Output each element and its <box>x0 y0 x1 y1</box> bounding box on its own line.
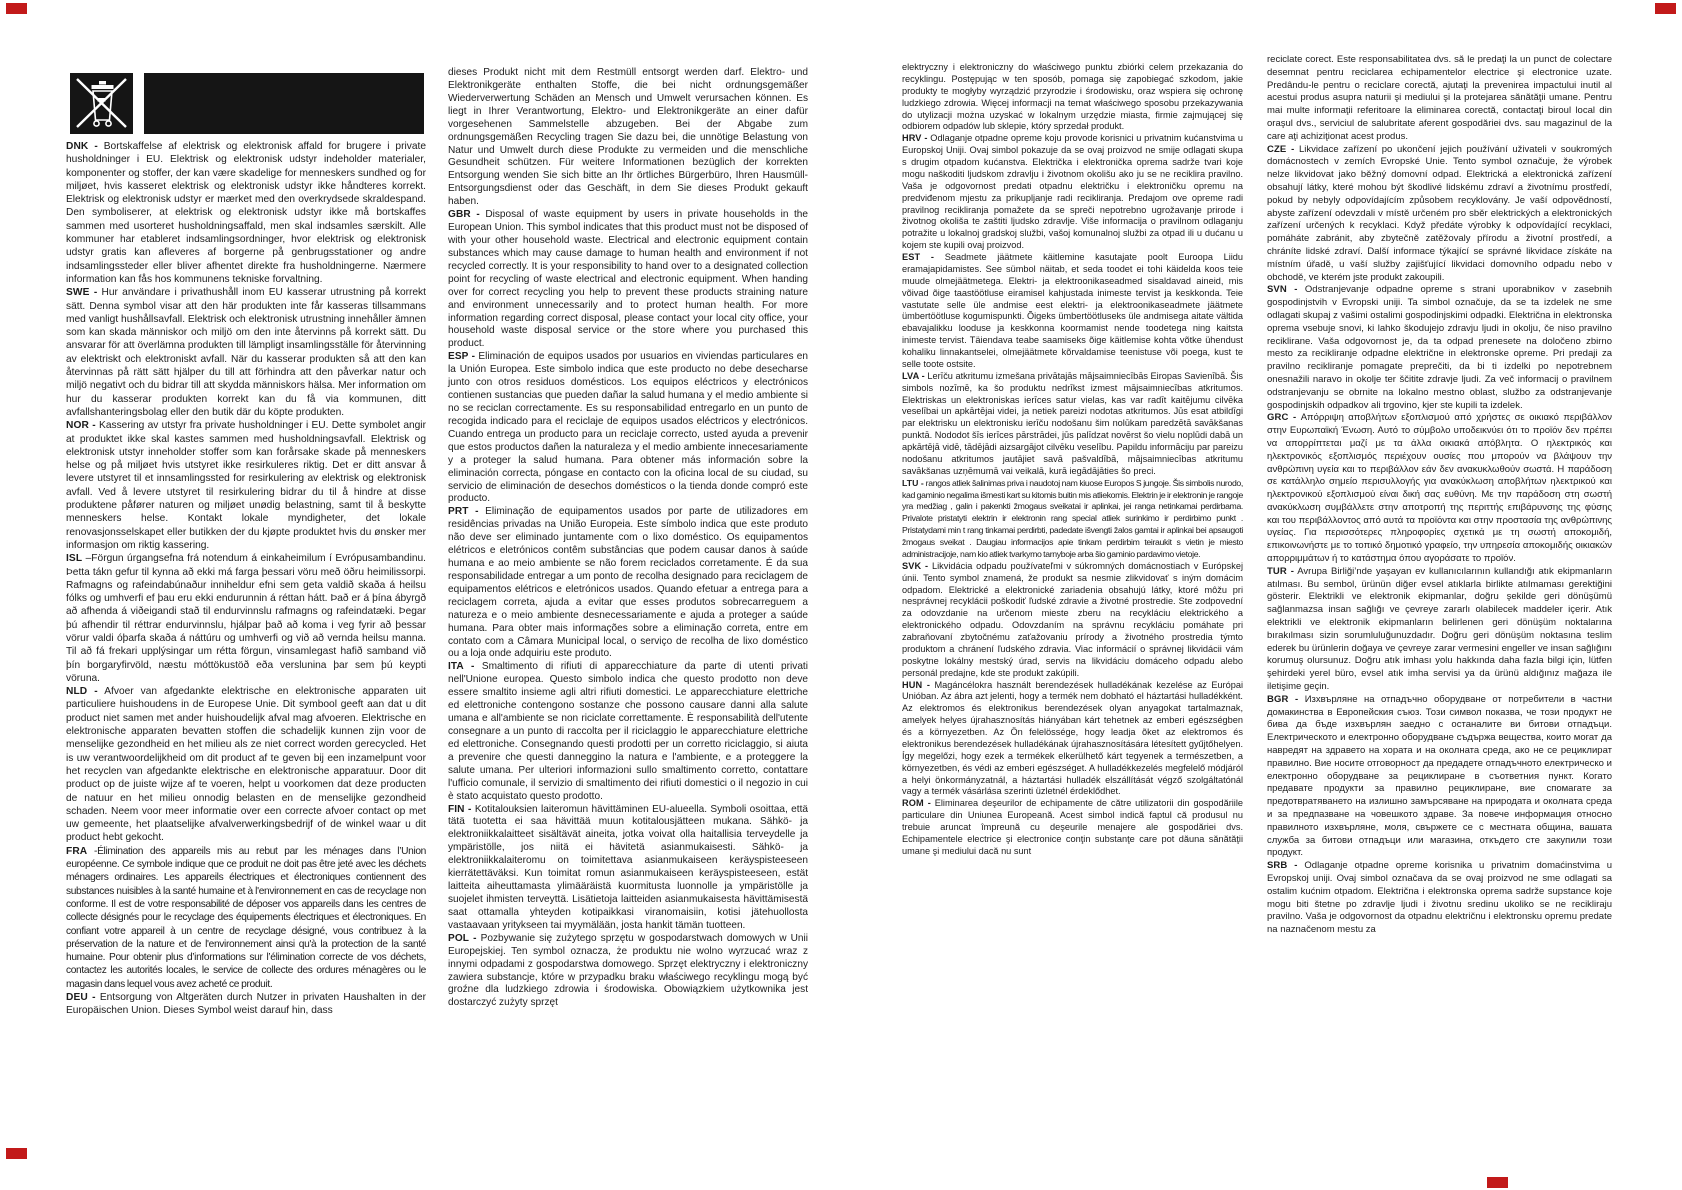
lang-section-text: Entsorgung von Altgeräten durch Nutzer in privaten Haushalten in der Europäischen Union. Dieses Symbol weist darauf hin, dass <box>66 992 426 1017</box>
lang-code-label: GRC - <box>1267 412 1297 424</box>
registration-mark-top-left <box>6 3 27 14</box>
lang-section-fra <box>66 845 426 991</box>
lang-section-est <box>902 252 1243 371</box>
lang-section-lva <box>902 371 1243 478</box>
text-column-2 <box>448 67 808 1010</box>
lang-section-svn <box>1267 284 1612 412</box>
lang-section-text: Απόρριψη αποβλήτων εξοπλισμού από χρήστες σε οικιακό περιβάλλον στην Ευρωπαϊκή Ένωση. Αυτό το σύμβολο υποδεικνύει ότι το προϊόν δεν πρέπει να απορρίπτεται μαζί με τα άλλα οικιακά απόβλητα. Ο ηλεκτρικός και ηλεκτρονικός εξοπλισμός περιέχουν ουσίες που μπορούν να βλάψουν την ανθρώπινη υγεία και το περιβάλλον εάν δεν ανακυκλωθούν σωστά. Η παράδοση σε κατάλληλο σημείο περισυλλογής για ανακύκλωση αποβλήτων ηλεκτρικού και ηλεκτρονικού εξοπλισμού είναι δική σας ευθύνη. Με την παράδοση στη σωστή ανακύκλωση συμβάλλετε στην αποτροπή της περιττής επιβάρυνσης της φύσης και του περιβάλλοντος από αυτά τα προϊόντα και στην προστασία της ανθρώπινης υγείας. Για περισσότερες πληροφορίες σχετικά με τη σωστή αποκομιδή, επικοινωνήστε με το τοπικό δημοτικό γραφείο, την υπηρεσία αποκομιδής οικιακών απορριμμάτων ή το κατάστημα όπου αγοράσατε το προϊόν. <box>1267 412 1612 565</box>
lang-code-label: SWE - <box>66 287 98 299</box>
lang-code-label: POL - <box>448 932 477 944</box>
lang-section-text: Odstranjevanje odpadne opreme s strani uporabnikov v zasebnih gospodinjstvih v Evropski uniji. Ta simbol označuje, da se ta izdelek ne sme odlagati skupaj z vašimi ostalimi gospodinjskimi odpadki. Električna in elektronska oprema vsebuje snovi, ki lahko škodujejo zdravju ljudi in okolju, če niso pravilno reciklirane. Vaša odgovornost je, da ta odpad prenesete na določeno zbirno mesto za recikliranje odpadne električne in elektronske opreme. Pri predaji za pravilno recikliranje pomagate preprečiti, da bi ti izdelki po nepotrebnem onesnažili naravo in okolje ter ščitite zdravje ljudi. Za več informacij o pravilnem odstranjevanju se obrnite na lokalno mestno oblast, službo za odstranjevanje gospodinjskih odpadkov ali trgovino, kjer ste kupili ta izdelek. <box>1267 284 1613 411</box>
lang-code-label: NLD - <box>66 686 98 698</box>
text-column-4 <box>1267 54 1612 937</box>
lang-code-label: ESP - <box>448 351 476 363</box>
lang-code-label: DEU - <box>66 992 96 1003</box>
lang-section-text: Pozbywanie się zużytego sprzętu w gospodarstwach domowych w Unii Europejskiej. Ten symbol oznacza, że produktu nie wolno wyrzucać wraz z innymi odpadami z gospodarstwa domowego. Sprzęt elektryczny i elektroniczny zawiera substancje, które w przypadku braku właściwego recyklingu mogą być groźne dla ludzkiego zdrowia i środowiska. Obowiązkiem użytkownika jest dostarczyć zużyty sprzęt <box>448 932 808 1009</box>
lang-section-text: rangos atliek šalinimas priva i naudotoj nam kiuose Europos S jungoje. Šis simbolis nurodo, kad gaminio negalima išmesti kart su kitomis buitin mis atliekomis. Elektrin je ir elektronin je rangoje yra medžiag , galin i pakenkti žmogaus sveikatai ir aplinkai, jei ranga netinkamai perdirbama. Privalote pristatyti elektrin ir elektronin rang special atliek surinkimo ir perdirbimo punkt . Pristatydami min t rang tinkamai perdirbti, padedate išvengti žalos gamtai ir aplinkai bei apsaugoti žmogaus sveikat . Daugiau informacijos apie tinkam perdirbim teiraukit s vietin je miesto administracijoje, nam kio atliek tvarkymo tarnyboje arba šio gaminio pardavimo vietoje. <box>902 477 1243 559</box>
lang-section-text: Eliminación de equipos usados por usuarios en viviendas particulares en la Unión Europea. Este simbolo indica que este producto no debe desecharse junto con otros residuos domésticos. Los equipos eléctricos y electrónicos contienen sustancias que pueden dañar la salud humana y el medio ambiente si no se reciclan correctamente. Es su responsabilidad entregarlo en un punto de recogida indicado para el reciclaje de equipos usados eléctricos y electrónicos. Cuando entrega un producto para un reciclaje correcto, usted ayuda a prevenir que estos productos dañen la naturaleza y el medio ambiente innecesariamente y a proteger la salud humana. Para obtener más información sobre la eliminación correcta, póngase en contacto con la oficina local de su ciudad, su servicio de eliminación de desechos domésticos o la tienda donde compró este producto. <box>448 351 808 505</box>
lang-section-text: reciclate corect. Este responsabilitatea dvs. să le predaţi la un punct de colectare desemnat pentru reciclarea echipamentelor electrice şi electronice uzate. Predându-le pentru o reciclare corectă, ajutaţi la prevenirea impactului inutil al acestui produs asupra naturii şi mediului şi la protejarea sănătăţii umane. Pentru mai multe informaţii referitoare la eliminarea corectă, contactaţi biroul local din oraşul dvs., serviciul de salubritate aferent gospodăriei dvs. sau magazinul de la care aţi achiziţionat acest produs. <box>1267 54 1612 142</box>
lang-section-nor <box>66 419 426 552</box>
lang-section-text: –Förgun úrgangsefna frá notendum á einkaheimilum í Evrópusambandinu. Þetta tákn gefur til kynna að ekki má farga þessari vöru með öðru heimilissorpi. Rafmagns og rafeindabúnaður inniheldur efni sem geta valdið skaða á heilsu fólks og umhverfi ef þau eru ekki endurunnin á réttan hátt. Það er á þína ábyrgð að afhenda á viðeigandi stað til endurvinnslu rafmagns og rafeindatæki. Þegar þú afhendir til réttrar endurvinnslu, hjálpar það að koma i veg fyrir að þessar vörur valdi óþarfa skaða á náttúru og umhverfi og við að vernda heilsu manna. Til að fá frekari upplýsingar um rétta förgun, vinsamlegast hafið samband við þín borgaryfirvöld, næstu móttökustöð eða verslunina þar sem þú keypti vöruna. <box>66 553 426 684</box>
lang-section-text: Likvidácia odpadu používateľmi v súkromných domácnostiach v Európskej únii. Tento symbol znamená, že produkt sa nesmie zlikvidovať s iným domácim odpadom. Elektrické a elektronické zariadenia obsahujú látky, ktoré môžu pri nesprávnej recyklácii poškodiť ľudské zdravie a životné prostredie. Ste zodpovední za odovzdanie na určenom mieste zberu na recykláciu elektrického a elektronického odpadu. Odovzdaním na správnu recykláciu pomáhate pri zabraňovaní zbytočnému zaťažovaniu prírody a životného prostredia týmto produktom a chránení ľudského zdravia. Viac informácií o správnej likvidácii vám poskytne lokálny mestský úrad, servis na likvidáciu domáceho odpadu alebo personál predajne, kde ste produkt zakúpili. <box>902 560 1243 678</box>
registration-mark-bottom-left <box>6 1148 27 1159</box>
lang-section-nld <box>66 685 426 845</box>
text-column-1 <box>66 140 426 1018</box>
lang-section-text: Bortskaffelse af elektrisk og elektronisk affald for brugere i private husholdninger i EU. Elektrisk og elektronisk udstyr indeholder materialer, komponenter og stoffer, der kan være skadelige for menneskers sundhed og for miljøet, hvis kasseret elektrisk og elektronisk udstyr ikke håndteres korrekt. Elektrisk og elektronisk udstyr er mærket med den overkrydsede skraldespand. Den symboliserer, at elektrisk og elektronisk udstyr ikke må bortskaffes sammen med usorteret husholdningsaffald, men skal indsamles særskilt. Alle kommuner har etableret indsamlingsordninger, hvor elektrisk og elektronisk udstyr gratis kan afleveres af borgerne på genbrugsstationer og andre indsamlingssteder eller bliver afhentet direkte fra husholdningerne. Nærmere information kan fås hos kommunens tekniske forvaltning. <box>66 141 426 285</box>
lang-section-text: elektryczny i elektroniczny do właściwego punktu zbiórki celem przekazania do recyklingu. Postępując w ten sposób, pomaga się zapobiegać szkodom, jakie produkty te mogłyby wyrządzić przyrodzie i środowisku, oraz wspiera się ochronę ludzkiego zdrowia. Więcej informacji na temat właściwego sposobu przekazywania do utylizacji można uzyskać w lokalnym urzędzie miasta, firmie zajmującej się odbiorem odpadów lub sklepie, który sprzedał produkt. <box>902 62 1243 132</box>
lang-section-ltu <box>902 478 1243 561</box>
lang-code-label: SRB - <box>1267 860 1298 872</box>
lang-section-esp <box>448 351 808 506</box>
lang-code-label: FRA <box>66 845 88 857</box>
lang-section-ita <box>448 661 808 803</box>
lang-section-pol <box>448 933 808 1011</box>
registration-mark-top-right <box>1655 3 1676 14</box>
lang-section-text: Lerīču atkritumu izmešana privātajās mājsaimniecībās Eiropas Savienībā. Šis simbols nozīmē, ka šo produktu nedrīkst izmest mājsaimniecības atkritumos. Elektriskas un elektroniskas ierīces satur vielas, kas var radīt kaitējumu cilvēka veselībai un apkārtējai videi, ja netiek pareizi nodotas atkritumos. Jūs esat atbildīgi par elektrisku un elektronisku ierīču nodošanu šim nolūkam paredzētā savākšanas punktā. Nododot šīs ierīces pārstrādei, jūs palīdzat novērst šo vielu noplūdi dabā un apkārtējā vidē, tādējādi aizsargājot cilvēku veselību. Papildu informāciju par pareizu nodošanu atkritumos jautājiet savā pašvaldībā, mājsaimniecības atkritumu savākšanas uzņēmumā vai veikalā, kurā iegādājāties šo preci. <box>902 370 1243 476</box>
lang-section-bgr <box>1267 694 1612 860</box>
lang-section-continued <box>902 62 1243 133</box>
lang-section-text: Smaltimento di rifiuti di apparecchiature da parte di utenti privati nell'Unione europea. Questo simbolo indica che questo prodotto non deve essere smaltito insieme agli altri rifiuti domestici. Le apparecchiature elettriche ed elettroniche contengono sostanze che possono causare danni alla salute umana e all'ambiente se non riciclate correttamente. È responsabilità dell'utente consegnare a un punto di raccolta per il riciclaggio le apparecchiature elettriche ed elettroniche. Consegnando questi prodotti per un corretto riciclaggio, si aiuta a prevenire che questi danneggino la natura e l'ambiente, e a proteggere la salute umana. Per ulteriori informazioni sullo smaltimento corretto, contattare l'ufficio comunale, il servizio di smaltimento dei rifiuti domestici o il negozio in cui è stato acquistato questo prodotto. <box>448 661 808 802</box>
lang-section-text: -Élimination des appareils mis au rebut par les ménages dans l’Union européenne. Ce symbole indique que ce produit ne doit pas être jeté avec les déchets ménagers ordinaires. Les appareils électriques et électroniques contiennent des substances nuisibles à la santé humaine et à l'environnement en cas de recyclage non conforme. Il est de votre responsabilité de déposer vos appareils dans les centres de collecte désignés pour le recyclage des équipements électriques et électroniques. En confiant votre appareil à un centre de recyclage désigné, vous contribuez à la préservation de la nature et de l'environnement ainsi qu'à la protection de la santé humaine. Pour obtenir plus d’informations sur l’élimination correcte de vos déchets, contactez les autorités locales, le service de collecte des ordures ménagères ou le magasin dans lequel vous avez acheté ce produit. <box>66 845 426 990</box>
lang-section-hrv <box>902 133 1243 252</box>
registration-mark-bottom-right <box>1487 1177 1508 1188</box>
lang-section-deu <box>66 991 426 1018</box>
lang-section-isl <box>66 552 426 685</box>
lang-code-label: LTU - <box>902 477 924 488</box>
lang-section-text: Afvoer van afgedankte elektrische en elektronische apparaten uit particuliere huishoudens in de Europese Unie. Dit symbool geeft aan dat u dit product niet samen met ander huishoudelijk afval mag afvoeren. Elektrische en elektronische apparaten bevatten stoffen die schadelijk kunnen zijn voor de menselijke gezondheid en het milieu als ze niet correct worden gerecycled. Het is uw verantwoordelijkheid om dit product af te geven bij een inzamelpunt voor het recyclen van afgedankte elektrische en elektronische apparatuur. Door dit product op de juiste wijze af te voeren, helpt u voorkomen dat deze producten de natuur en het milieu onnodig belasten en de menselijke gezondheid schaden. Neem voor meer informatie over een correcte afvoer contact op met uw gemeente, het plaatselijke afvalverwerkingsbedrijf of de winkel waar u dit product hebt gekocht. <box>66 686 426 844</box>
lang-code-label: ROM - <box>902 798 931 809</box>
lang-section-text: Eliminarea deşeurilor de echipamente de către utilizatorii din gospodăriile particulare din Uniunea Europeană. Acest simbol indică faptul că produsul nu trebuie aruncat împreună cu deşeurile menajere ale gospodăriei dvs. Echipamentele electrice şi electronice conţin substanţe care pot dăuna sănătăţii umane şi mediului dacă nu sunt <box>902 798 1243 856</box>
lang-section-grc <box>1267 412 1612 566</box>
lang-code-label: EST - <box>902 252 935 262</box>
lang-code-label: SVN - <box>1267 284 1298 296</box>
lang-code-label: ITA - <box>448 661 475 673</box>
lang-code-label: HRV - <box>902 133 928 144</box>
lang-section-text: Hur användare i privathushåll inom EU kasserar utrustning på korrekt sätt. Denna symbol visar att den här produkten inte får kasseras tillsammans med vanligt hushållsavfall. Elektrisk och elektronisk utrustning innehåller ämnen som kan skada människor och miljö om den inte återvinns på korrekt sätt. Du ansvarar för att överlämna produkten till lämpligt insamlingsställe för återvinning av elektriskt och elektroniskt avfall. När du kasserar produkten så att den kan återvinnas på rätt sätt hjälper du till att förhindra att den påverkar natur och miljö negativt och du bidrar till att skydda människors hälsa. Mer information om hur du kasserar produkten korrekt kan du få via kommunen, ditt avfallshanteringsbolag eller den butik där du köpte produkten. <box>66 287 426 418</box>
lang-section-gbr <box>448 209 808 351</box>
lang-section-text: Odlaganje otpadne opreme koju provode korisnici u privatnim kućanstvima u Europskoj Uniji. Ovaj simbol pokazuje da se ovaj proizvod ne smije odlagati skupa s drugim otpadom kućanstva. Električka i elektronička oprema sadrže tvari koje mogu naškoditi ljudskom zdravlju i životnom okolišu ako ju se ne reciklira pravilno. Vaša je odgovornost predati otpadnu električku i elektroničku opremu na predviđenom mjestu za prikupljanje radi recikliranja. Predajom ove opreme radi pravilnog recikliranja pomažete da se spreči nepotrebno ugrožavanje prirode i životnog okoliša te zaštiti ljudsko zdravlje. Više informacija o pravilnom odlaganju potražite u lokalnoj gradskoj službi, vašoj komunalnoj službi za otpad ili u dućanu u kojem ste kupili ovaj proizvod. <box>902 133 1244 251</box>
lang-section-swe <box>66 286 426 419</box>
lang-section-fin <box>448 804 808 933</box>
lang-section-text: dieses Produkt nicht mit dem Restmüll entsorgt werden darf. Elektro- und Elektronikgeräte enthalten Stoffe, die bei nicht ordnungsgemäßer Wiederverwertung Schäden an Mensch und Umwelt verursachen können. Es liegt in Ihrer Verantwortung, Elektro- und Elektronikgeräte an einer dafür vorgesehenen Sammelstelle abzugeben. Bei der Abgabe zum ordnungsgemäßen Recycling tragen Sie dazu bei, die unnötige Belastung von Natur und Umwelt durch diese Produkte zu vermeiden und die menschliche Gesundheit schützen. Für weitere Informationen bezüglich der korrekten Entsorgung wenden Sie sich bitte an Ihr örtliches Bürgerbüro, Ihren Hausmüll-Entsorgungsdienst oder das Geschäft, in dem Sie dieses Produkt gekauft haben. <box>448 67 808 208</box>
lang-section-cze <box>1267 144 1612 285</box>
black-header-bar <box>144 73 424 134</box>
lang-section-text: Odlaganje otpadne opreme korisnika u privatnim domaćinstvima u Evropskoj uniji. Ovaj simbol označava da se ovaj proizvod ne sme odlagati sa ostalim kućnim otpadom. Električna i elektronska oprema sadrže supstance koje mogu biti štetne po zdravlje ljudi i životnu sredinu ukoliko se ne recikliraju pravilno. Vaša je odgovornost da otpadnu električnu i elektronsku opremu predate na naznačenom mestu za <box>1267 860 1612 936</box>
lang-section-text: Likvidace zařízení po ukončení jejich používání uživateli v soukromých domácnostech v zemích Evropské Unie. Tento symbol označuje, že výrobek nelze likvidovat jako běžný domovní odpad. Elektrická a elektronická zařízení obsahují látky, které mohou být škodlivé lidskému zdraví a životnímu prostředí, pokud by nebyly odpovídajícím způsobem recyklovány. Je vaší odpovědností, abyste zařízení odevzdali v místě určeném pro sběr elektrických a elektronických zařízení určených k recyklaci. Když předáte výrobky k odpovídající recyklaci, pomáháte zabránit, aby zbytečně zatěžovaly přírodu a životní prostředí, a chráníte lidské zdraví. Další informace týkající se správné likvidace získáte na místním úřadě, u vaší služby zajišťující likvidaci domovního odpadu nebo v obchodě, ve kterém jste produkt zakoupili. <box>1267 143 1613 283</box>
lang-code-label: GBR - <box>448 209 480 221</box>
lang-section-tur <box>1267 566 1612 694</box>
lang-section-text: Изхвърляне на отпадъчно оборудване от потребители в частни домакинства в Европейския съюз. Този символ показва, че този продукт не бива да бъде изхвърлян заедно с останалите ви битови отпадъци. Електрическото и електронно оборудване съдържа вещества, които могат да навредят на здравето на хората и на околната среда, ако не се рециклират правилно. Вие носите отговорност да предадете отпадъчното електрическо и електронно оборудване за рециклиране в съответния пункт. Когато предавате продукти за правилно рециклиране, вие спомагате за предотвратяването на излишно замърсяване на природата и околната среда и за предпазване на човешкото здраве. За повече информация относно правилното изхвърляне, моля, свържете се с местната община, вашата служба за битови отпадъци или магазина, откъдето сте закупили този продукт. <box>1267 693 1612 859</box>
lang-section-continued <box>1267 54 1612 144</box>
weee-symbol-box <box>70 73 133 134</box>
lang-section-text: Eliminação de equipamentos usados por parte de utilizadores em residências privadas na União Europeia. Este símbolo indica que este produto não deve ser eliminado juntamente com o lixo doméstico. Os equipamentos elétricos e eletrónicos contêm substâncias que podem causar danos à saúde humana e ao meio ambiente se não forem reciclados corretamente. É da sua responsabilidade entregar a um ponto de recolha designado para reciclagem de equipamentos elétricos e eletrónicos usados. Quando efetuar a entrega para a reciclagem correta, ajuda a evitar que esses produtos sobrecarreguem a natureza e o meio ambiente desnecessariamente e ajuda a proteger a saúde humana. Para obter mais informações sobre a eliminação correta, entre em contato com a Câmara Municipal local, o serviço de recolha de lixo doméstico ou a loja onde adquiriu este produto. <box>448 506 808 660</box>
lang-code-label: ISL <box>66 553 83 565</box>
lang-section-rom <box>902 798 1243 857</box>
lang-section-svk <box>902 561 1243 680</box>
lang-section-text: Kotitalouksien laiteromun hävittäminen EU-alueella. Symboli osoittaa, että tätä tuotetta ei saa hävittää muun kotitalousjätteen mukana. Sähkö- ja elektroniikkalaitteet sisältävät aineita, jotka voivat olla haitallisia terveydelle ja ympäristölle, jos niitä ei hävitetä asianmukaisesti. Sähkö- ja elektroniikkalaiteromu on toimitettava asianmukaiseen keräyspisteeseen kierrätettäväksi. Kun toimitat romun asianmukaiseen keräyspisteeseen, estät laitteita aiheuttamasta ylimääräistä kuormitusta luonnolle ja ympäristölle ja suojelet ihmisten terveyttä. Lisätietoja laitteiden asianmukaisesta hävittämisestä saat ottamalla yhteyden kotipaikkasi viranomaisiin, kotisi jätehuollosta vastaavaan yritykseen tai myymälään, josta hankit tämän tuotteen. <box>448 803 808 931</box>
lang-section-text: Disposal of waste equipment by users in private households in the European Union. This symbol indicates that this product must not be disposed of with your other household waste. Electrical and electronic equipment contain substances which may cause damage to human health and environment if not recycled correctly. It is your responsibility to hand over to a designated collection point for recycling of waste electrical and electronic equipment. When handing over for correct recycling you help to prevent these products straining nature and environment unnecessarily and to protect human health. For more information regarding correct disposal, please contact your local city office, your household waste disposal service or the store where you purchased this product. <box>448 209 808 350</box>
weee-crossed-bin-icon <box>70 73 133 134</box>
lang-section-text: Seadmete jäätmete käitlemine kasutajate poolt Euroopa Liidu eramajapidamistes. See sümbol näitab, et seda toodet ei tohi käidelda koos teie muude olmejäätmetega. Elektri- ja elektroonikaseadmed sisaldavad aineid, mis võivad õige taastöötluse eiramisel kahjustada inimeste tervist ja keskkonda. Teie vastutate selle üle andmise eest elektri- ja elektroonikaseadmete jäätmete ümbertöötluse kogumispunkti. Õigeks ümbertöötluseks üle andmisega aitate vältida ebavajalikku looduse ja keskkonna koormamist nende toodetega ning kaitsta inimeste tervist. Täiendava teabe saamiseks õige käitlemise kohta võtke ühendust kohaliku linnakantselei, olmejäätmete kõrvaldamise teenistuse või poega, kust te selle toote ostsite. <box>902 252 1243 369</box>
lang-code-label: BGR - <box>1267 693 1299 705</box>
lang-section-text: Avrupa Birliği’nde yaşayan ev kullanıcılarının kullandığı atık ekipmanların atılması. Bu sembol, ürünün diğer evsel atıklarla birlikte atılmaması gerektiğini gösterir. Elektrikli ve elektronik ekipmanlar, doğru şekilde geri dönüşümü sağlanmazsa insan sağlığı ve çevreye zararlı olabilecek maddeler içerir. Atık elektrikli ve elektronik ekipmanların belirlenen geri dönüşüm noktalarına bırakılması sizin sorumluluğunuzdadır. Doğru geri dönüşüm noktasına teslim ederek bu ürünlerin doğaya ve çevreye zarar vermesini engeller ve insan sağlığını korumuş olursunuz. Doğru atık imhası yolu hakkında daha fazla bilgi için, lütfen şehirdeki yerel büro, evsel atık imha servisi ya da ürünü aldığınız mağaza ile iletişime geçin. <box>1267 565 1612 693</box>
lang-section-hun <box>902 680 1243 799</box>
lang-code-label: TUR - <box>1267 565 1294 577</box>
lang-section-text: Kassering av utstyr fra private husholdninger i EU. Dette symbolet angir at produktet ikke skal kastes sammen med husholdningsavfall. Elektrisk og elektronisk utstyr inneholder stoffer som kan forårsake skade på menneskers helse og på miljøet hvis utstyret ikke resirkuleres riktig. Det er ditt ansvar å levere utstyret til et innsamlingssted for resirkulering av elektrisk og elektronisk avfall. Ved å levere utstyret til resirkulering bidrar du til å hindre at disse produktene påfører naturen og miljøet unødig belastning, samt til å beskytte menneskers helse. Kontakt lokale myndigheter, det lokale renovasjonsselskapet eller butikken der du kjøpte produktet hvis du ønsker mer informasjon om riktig kassering. <box>66 420 426 551</box>
lang-code-label: CZE - <box>1267 143 1295 155</box>
text-column-3 <box>902 62 1243 858</box>
lang-code-label: DNK - <box>66 141 98 152</box>
lang-code-label: SVK - <box>902 560 929 571</box>
lang-code-label: PRT - <box>448 506 479 518</box>
lang-code-label: LVA - <box>902 370 925 381</box>
lang-code-label: FIN - <box>448 803 472 815</box>
lang-section-prt <box>448 506 808 661</box>
lang-section-text: Magáncélokra használt berendezések hulladékának kezelése az Európai Unióban. Az ábra azt jelenti, hogy a termék nem dobható el háztartási hulladékként. Az elektromos és elektronikus berendezések olyan anyagokat tartalmaznak, amelyek helyes újrahasznosítás hiányában kárt tehetnek az emberi egészségben és a környezetben. Az Ön felelössége, hogy leadja õket az elektromos és elektronikus berendezések hulladékának újrahasznosítására létesített gyűjtőhelyen. Így megelőzi, hogy ezek a termékek elkerülhető kárt tegyenek a természetben, a környezetben, és védi az emberi egészséget. A hulladékkezelés megfelelő módjáról a helyi önkormányzatnál, a háztartási hulladék elszállítását végző szolgáltatónál vagy a termék vásárlása szerinti üzletnél érdeklődhet. <box>902 679 1243 797</box>
lang-section-srb <box>1267 860 1612 937</box>
lang-section-continued <box>448 67 808 209</box>
lang-code-label: NOR - <box>66 420 96 432</box>
lang-code-label: HUN - <box>902 679 930 690</box>
lang-section-dnk <box>66 140 426 286</box>
